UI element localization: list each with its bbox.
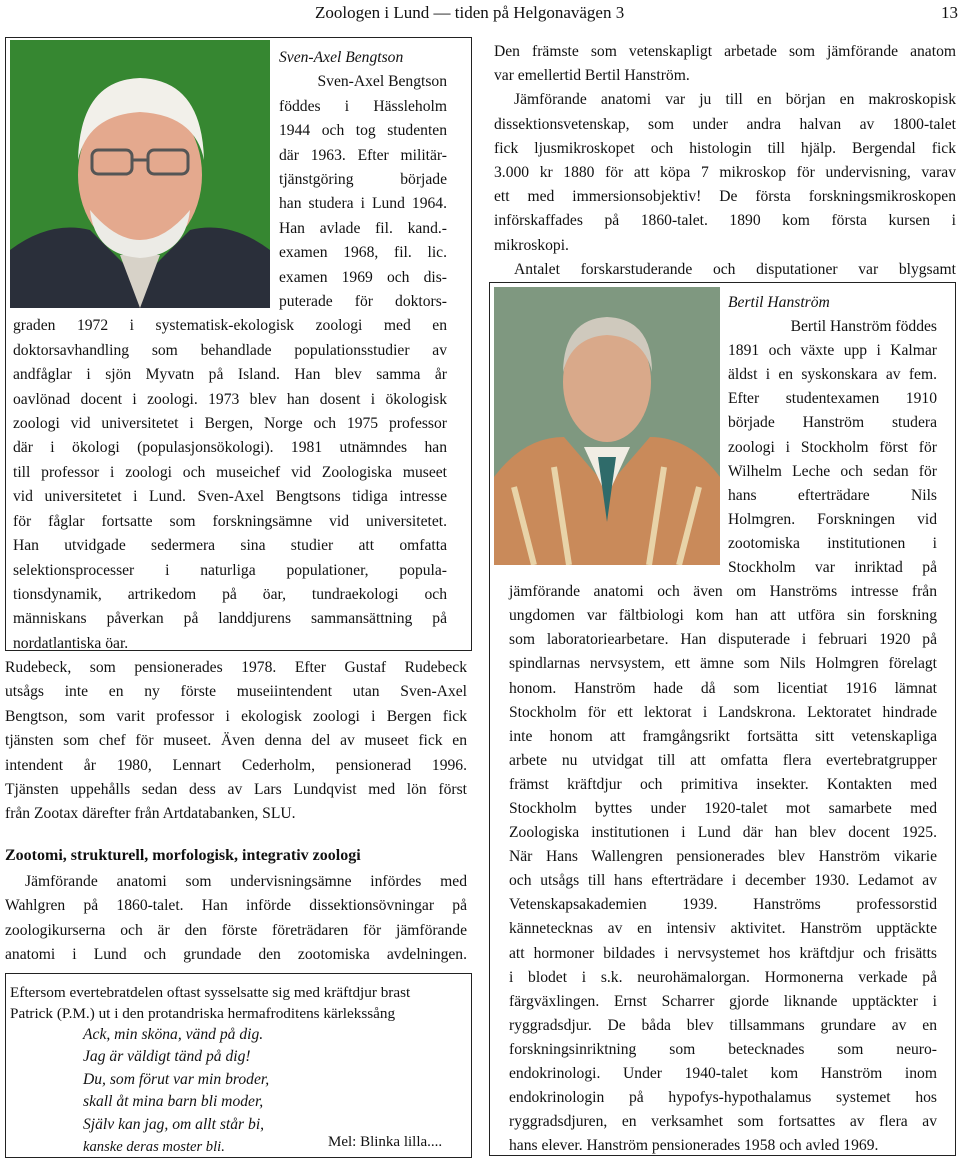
text-line: fick ljusmikroskopet och histologin till hjälp. Bergendal fick (494, 139, 956, 157)
verse-line: Jag är väldigt tänd på dig! (83, 1048, 251, 1066)
text-line: tionsdynamik, artrikedom på öar, tundraekologi och (13, 585, 447, 603)
text-line: anatomi i Lund och grundade den zootomiska avdelningen. (5, 946, 467, 964)
text-line: som laboratoriearbetare. Han disputerade i februari 1920 på (509, 631, 937, 649)
text-line: där i ökologi (populasjonsökologi). 1981 utnämndes han (13, 439, 447, 457)
text-line: och utsågs till hans efterträdare i december 1930. Ledamot av (509, 872, 937, 890)
section-heading: Zootomi, strukturell, morfologisk, integrativ zoologi (5, 847, 361, 864)
text-line: hans efterträdare Nils (728, 486, 937, 504)
text-line: kännetecknas av en intensiv aktivitet. Hanström upptäckte (509, 920, 937, 938)
text-line: nordatlantiska öar. (13, 634, 129, 652)
text-line: till professor i zoologi och museichef vid Zoologiska museet (13, 463, 447, 481)
text-line: Han utvidgade sedermera sina studier att omfatta (13, 537, 447, 555)
text-line: hans elever. Hanström pensionerades 1958 och avled 1969. (509, 1137, 879, 1155)
text-line: att hormoner bildades i nervsystemet hos kräftdjur och frisätts (509, 944, 937, 962)
text-line: ett med immersionsobjektiv! De första forskningsmikroskopen (494, 188, 956, 206)
text-line: forskningsinriktning som betecknades som neuro- (509, 1040, 937, 1058)
text-line: från Zootax därefter från Artdatabanken, SLU. (5, 805, 296, 823)
page-header (0, 3, 960, 27)
text-line: 1891 och växte upp i Kalmar (728, 342, 937, 360)
text-line: zoologi vid universitetet i Bergen, Norge och 1975 professor (13, 415, 447, 433)
text-line: Stockholm var inriktad på (728, 559, 937, 577)
text-line: äldst i en syskonskara av fem. (728, 366, 937, 384)
text-line: zoologi i Stockholm först för (728, 438, 937, 456)
text-line: endokrinologi. Under 1940-talet kom Hanström inom (509, 1065, 937, 1082)
hanstrom-biography-box (489, 282, 956, 1156)
bengtson-biography-box (5, 37, 472, 651)
text-line: Stockholm för ett lektorat i Landskrona. Lektoratet hindrade (509, 703, 937, 721)
hanstrom-text-narrow (490, 315, 957, 580)
text-line: Rudebeck, som pensionerades 1978. Efter Gustaf Rudebeck (5, 659, 467, 676)
text-line: var emellertid Bertil Hanström. (494, 67, 690, 85)
text-line: utsågs inte en ny förste museiintendent utan Sven-Axel (5, 683, 467, 701)
bengtson-text-narrow (6, 70, 473, 314)
verse-line: kanske deras moster bli. (83, 1139, 225, 1156)
text-line: spindlarnas nervsystem, ett ämne som Nils Holmgren förelagt (509, 655, 937, 673)
text-line: där 1963. Efter militär- (279, 146, 447, 164)
text-line: Vetenskapsakademien 1939. Hanströms professorstid (509, 896, 937, 914)
verse-line: Själv kan jag, om allt står bi, (83, 1115, 265, 1133)
text-line: oavlönad docent i zoologi. 1973 blev han dosent i ökologisk (13, 390, 447, 408)
text-line: honom. Hanström hade då som licentiat 1916 lämnat (509, 679, 937, 697)
text-line: föddes i Hässleholm (279, 97, 447, 115)
verse-line: skall åt mina barn bli moder, (83, 1093, 264, 1111)
text-line: började Hanström studera (728, 414, 937, 432)
text-line: Sven-Axel Bengtson (317, 73, 447, 91)
text-line: puterade för doktors- (279, 293, 447, 311)
verse-line: Du, som förut var min broder, (83, 1070, 270, 1088)
text-line: intendent år 1980, Lennart Cederholm, pensionerad 1996. (5, 756, 467, 774)
text-line: Holmgren. Forskningen vid (728, 510, 937, 528)
text-line: ungdomen var fältbiologi kom han att utföra sin forskning (509, 607, 937, 625)
text-line: främst kräftdjur och primitiva insekter. Kontakten med (509, 775, 937, 793)
text-line: Efter studentexamen 1910 (728, 390, 937, 408)
text-line: jämförande anatomi och även om Hanströms intresse från (509, 583, 937, 601)
text-line: ryggradsdjuren, en verksamhet som fortsattes av flera av (509, 1113, 937, 1131)
bengtson-caption: Sven-Axel Bengtson (279, 49, 404, 66)
text-line: examen 1968, fil. lic. (279, 244, 447, 262)
text-line: vid universitetet i Lund. Sven-Axel Bengtsons tidiga intresse (13, 488, 447, 506)
text-line: 1944 och tog studenten (279, 122, 447, 140)
text-line: Wahlgren på 1860-talet. Han införde dissektionsövningar på (5, 897, 467, 915)
text-line: Tjänsten uppehålls sedan dess av Lars Lundqvist med lön först (5, 781, 467, 799)
text-line: inte honom att framgångsrikt fortsätta sitt vetenskapliga (509, 727, 937, 745)
text-line: Stockholm byttes under 1920-talet mot samarbete med (509, 799, 937, 817)
text-line: införskaffades på 1860-talet. 1890 kom första kursen i (494, 212, 956, 230)
text-line: arbete nu utvidgat till att omfatta flera evertebratgrupper (509, 751, 937, 769)
text-line: doktorsavhandling som behandlade populationsstudier av (13, 341, 447, 359)
right-column-text (494, 40, 956, 282)
text-line: färgväxlingen. Ernst Scharrer gjorde liknande upptäckter i (509, 992, 937, 1010)
text-line: Bertil Hanström föddes (790, 318, 937, 336)
text-line: han studera i Lund 1964. (279, 195, 447, 213)
running-title: Zoologen i Lund — tiden på Helgonavägen 3 (315, 3, 625, 22)
text-line: människans påverkan på landdjurens sammansättning på (13, 610, 447, 628)
hanstrom-text-wide (490, 580, 957, 1158)
text-line: Wilhelm Leche och sedan för (728, 462, 937, 480)
text-line: Jämförande anatomi var ju till en början en makroskopisk (514, 91, 956, 109)
text-line: Antalet forskarstuderande och disputationer var blygsamt (514, 260, 956, 278)
text-line: tjänsten som chef för museet. Även denna del av museet fick en (5, 732, 467, 750)
text-line: i blodet i s.k. neurohämalorgan. Hormonerna verkade på (509, 968, 937, 986)
melody-note: Mel: Blinka lilla.... (328, 1134, 443, 1150)
text-line: dissektionsvetenskap, som under andra halvan av 1800-talet (494, 115, 956, 133)
text-line: graden 1972 i systematisk-ekologisk zoologi med en (13, 317, 447, 335)
verse-line: Ack, min sköna, vänd på dig. (83, 1026, 264, 1043)
text-line: tjänstgöring började (279, 171, 447, 189)
text-line: Jämförande anatomi som undervisningsämne infördes med (25, 873, 467, 890)
text-line: examen 1969 och dis- (279, 268, 447, 286)
text-line: Bengtson, som varit professor i ekologisk zoologi i Bergen fick (5, 707, 467, 725)
text-line: zoologikurserna och är den förste företrädaren för jämförande (5, 921, 467, 939)
text-line: andfåglar i sjön Myvatn på Island. Han blev samma år (13, 366, 447, 384)
zootomi-section-text (5, 870, 467, 968)
text-line: ryggradsdjur. De båda blev tillsammans grundare av en (509, 1016, 937, 1034)
poem-intro-line: Patrick (P.M.) ut i den protandriska hermafroditens kärlekssång (10, 1005, 396, 1022)
text-line: Han avlade fil. kand.- (279, 219, 447, 237)
page-number: 13 (941, 3, 958, 22)
text-line: endokrinologin på hypofys-hypothalamus systemet hos (509, 1089, 937, 1107)
text-line: zootomiska institutionen i (728, 534, 937, 552)
poem-intro-line: Eftersom evertebratdelen oftast sysselsatte sig med kräftdjur brast (10, 984, 411, 1001)
text-line: Den främste som vetenskapligt arbetade som jämförande anatom (494, 43, 956, 60)
text-line: för fåglar fortsatte som forskningsämne vid universitetet. (13, 512, 447, 530)
text-line: mikroskopi. (494, 236, 569, 254)
poem-box (5, 973, 472, 1158)
hanstrom-caption: Bertil Hanström (728, 294, 830, 311)
bengtson-text-wide (6, 314, 473, 656)
text-line: selektionsprocesser i naturliga populationer, popula- (13, 561, 447, 579)
text-line: När Hans Wallengren pensionerades blev Hanström vikarie (509, 848, 937, 866)
text-line: Zoologiska institutionen i Lund där han blev docent 1925. (509, 824, 937, 842)
text-line: 3.000 kr 1880 för att köpa 7 mikroskop för undervisning, varav (494, 164, 956, 182)
left-column-text (5, 656, 467, 827)
